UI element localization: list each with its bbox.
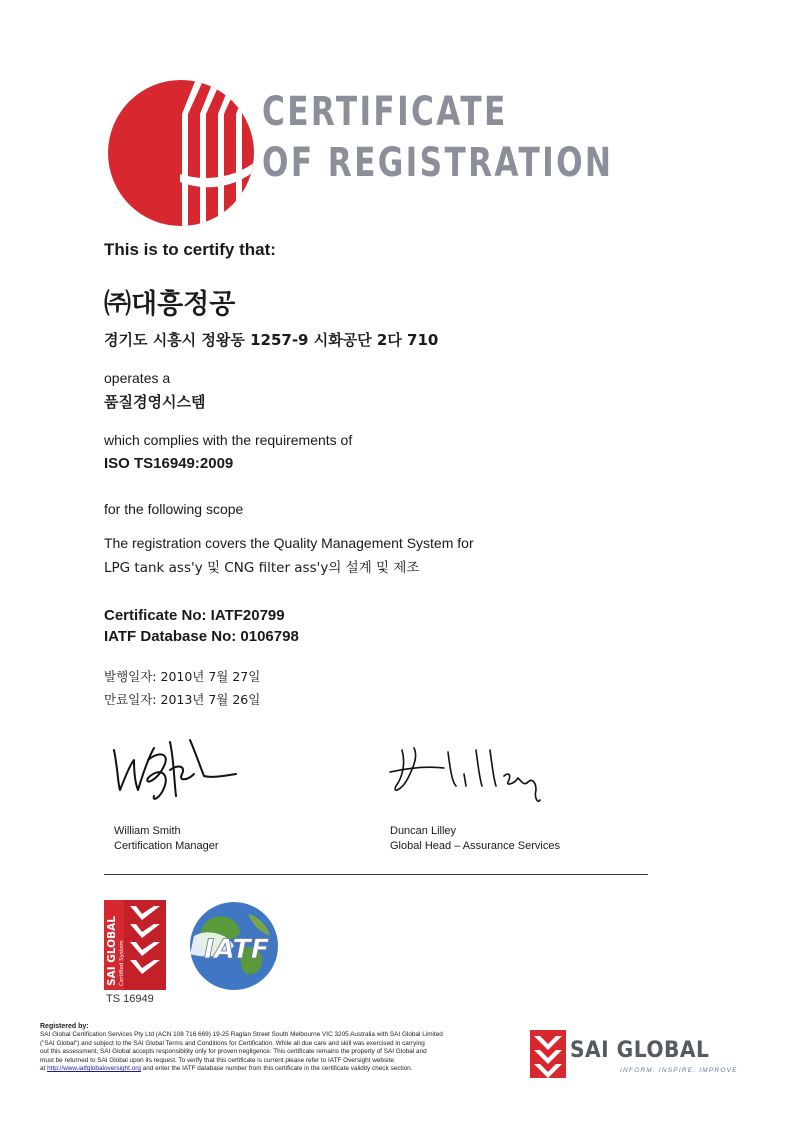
footer-line-5-suffix: and enter the IATF database number from this certificate in the certificate validity check section. xyxy=(140,1065,413,1073)
scope-line-2: LPG tank ass'y 및 CNG filter ass'y의 설계 및 제조 xyxy=(104,560,420,576)
certify-intro: This is to certify that: xyxy=(104,240,276,259)
footer-legal-text xyxy=(40,1023,540,1073)
certificate-logo-icon xyxy=(102,74,260,232)
company-name: ㈜대흥정공 xyxy=(104,289,236,320)
footer-registered-by: Registered by: xyxy=(40,1023,89,1030)
scope-line-1: The registration covers the Quality Management System for xyxy=(104,535,474,551)
signature-duncan-lilley xyxy=(388,738,558,814)
signatory-2-title: Global Head – Assurance Services xyxy=(390,840,560,852)
divider xyxy=(104,874,648,875)
sai-global-brand-icon xyxy=(530,1030,566,1078)
signatory-1-name: William Smith xyxy=(114,825,181,837)
footer-line-5-prefix: at xyxy=(40,1065,48,1073)
system-name: 품질경영시스템 xyxy=(104,393,206,411)
sai-badge-sub: Certified System xyxy=(119,940,125,986)
iatf-logo-text: IATF xyxy=(204,934,270,965)
expiry-date: 만료일자: 2013년 7월 26일 xyxy=(104,692,261,707)
iatf-oversight-link[interactable]: http://www.iatfglobaloversight.org xyxy=(47,1065,141,1073)
complies-label: which complies with the requirements of xyxy=(104,432,353,448)
signatory-1-title: Certification Manager xyxy=(114,840,219,852)
scope-label: for the following scope xyxy=(104,501,244,517)
issue-date: 발행일자: 2010년 7월 27일 xyxy=(104,669,261,684)
company-address: 경기도 시흥시 정왕동 1257-9 시화공단 2다 710 xyxy=(104,331,439,349)
sai-certified-badge-icon xyxy=(104,900,166,990)
operates-label: operates a xyxy=(104,370,171,386)
iatf-globe-logo-icon xyxy=(178,898,284,994)
signatory-2-name: Duncan Lilley xyxy=(390,825,457,837)
sai-global-brand-name: SAI GLOBAL xyxy=(570,1038,710,1063)
database-number: IATF Database No: 0106798 xyxy=(104,628,299,645)
certificate-title-line1: CERTIFICATE xyxy=(262,89,508,135)
signature-william-smith xyxy=(104,730,244,820)
footer-line-3: out this assessment, SAI Global accepts responsibility only for proven negligence. This certificate remains the property of SAI Global and xyxy=(40,1048,427,1056)
sai-badge-brand: SAI GLOBAL xyxy=(106,916,118,986)
standard-name: ISO TS16949:2009 xyxy=(104,455,234,472)
sai-badge-standard: TS 16949 xyxy=(106,993,154,1005)
sai-global-tagline: INFORM. INSPIRE. IMPROVE xyxy=(620,1067,738,1074)
footer-line-1: SAI Global Certification Services Pty Ltd (ACN 108 716 669) 19-25 Raglan Street South Melbourne VIC 3205 Australia with SAI Global Limited xyxy=(40,1031,443,1039)
footer-line-2: ("SAI Global") and subject to the SAI Global Terms and Conditions for Certification. While all due care and skill was exercised in carrying xyxy=(40,1039,425,1047)
certificate-number: Certificate No: IATF20799 xyxy=(104,607,285,624)
certificate-title-line2: OF REGISTRATION xyxy=(262,140,614,186)
footer-line-4: must be returned to SAI Global upon its request. To verify that this certificate is current please refer to IATF Oversight website xyxy=(40,1056,394,1064)
